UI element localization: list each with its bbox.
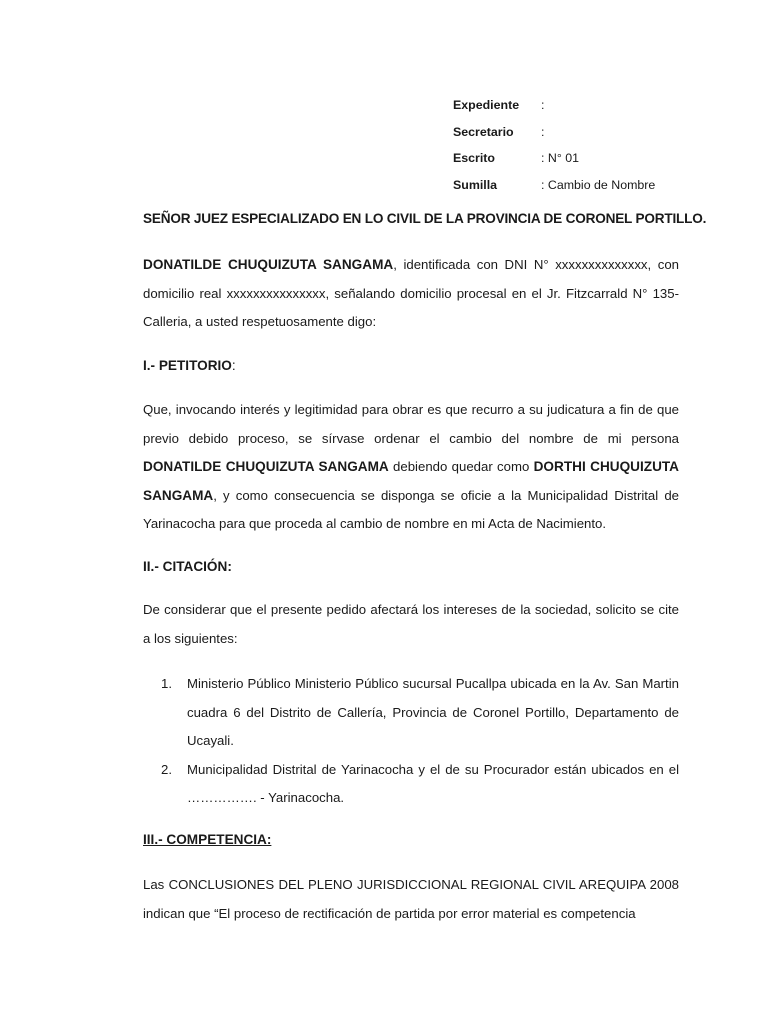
- competencia-paragraph: Las CONCLUSIONES DEL PLENO JURISDICCIONAL REGIONAL CIVIL AREQUIPA 2008 indican que “El proceso de rectificación de partida por error material es competencia: [143, 877, 679, 921]
- header-row-escrito: [453, 145, 713, 172]
- header-value: : Cambio de Nombre: [541, 177, 656, 192]
- header-label: Escrito: [453, 151, 496, 166]
- section-heading-competencia: III.- COMPETENCIA:: [143, 832, 272, 847]
- list-number: 1.: [161, 676, 172, 691]
- case-header: [453, 92, 713, 198]
- list-text: Ministerio Público Ministerio Público sucursal Pucallpa ubicada en la Av. San Martin cuadra 6 del Distrito de Callería, Provincia de Coronel Portillo, Departamento de Ucayali.: [187, 676, 679, 749]
- addressee: SEÑOR JUEZ ESPECIALIZADO EN LO CIVIL DE LA PROVINCIA DE CORONEL PORTILLO.: [143, 211, 707, 226]
- petitorio-text-1: Que, invocando interés y legitimidad para obrar es que recurro a su judicatura a fin de que previo debido proceso, se sírvase ordenar el cambio del nombre de mi persona: [143, 402, 679, 446]
- heading-suffix: :: [231, 358, 236, 373]
- citation-list: [161, 670, 679, 813]
- header-value: :: [541, 98, 545, 113]
- header-label: Sumilla: [453, 177, 498, 192]
- current-name: DONATILDE CHUQUIZUTA SANGAMA: [143, 459, 389, 475]
- header-value: : N° 01: [541, 151, 580, 166]
- new-name: DORTHI CHUQUIZUTA SANGAMA: [143, 459, 679, 503]
- intro-text: , identificada con DNI N° xxxxxxxxxxxxxx, con domicilio real xxxxxxxxxxxxxxx, señalando domicilio procesal en el Jr. Fitzcarrald N° 135- Calleria, a usted respetuosamente digo:: [143, 257, 679, 330]
- header-label: Expediente: [453, 98, 520, 113]
- list-text: Municipalidad Distrital de Yarinacocha y el de su Procurador están ubicados en el ……………. - Yarinacocha.: [187, 761, 679, 806]
- citacion-paragraph: De considerar que el presente pedido afectará los intereses de la sociedad, solicito se cite a los siguientes:: [143, 602, 679, 646]
- list-item: [161, 670, 679, 756]
- heading-text: I.- PETITORIO: [143, 358, 232, 373]
- section-heading-citacion: II.- CITACIÓN:: [143, 559, 232, 574]
- header-label: Secretario: [453, 124, 514, 139]
- list-number: 2.: [161, 761, 172, 777]
- header-row-sumilla: [453, 172, 713, 199]
- section-heading-petitorio: [143, 358, 679, 373]
- list-item: [161, 756, 679, 813]
- petitorio-text-2: debiendo quedar como: [388, 459, 534, 475]
- header-row-expediente: [453, 92, 713, 119]
- petitorio-paragraph: [143, 396, 679, 539]
- petitorio-text-3: , y como consecuencia se disponga se oficie a la Municipalidad Distrital de Yarinacocha para que proceda al cambio de nombre en mi Acta de Nacimiento.: [143, 487, 679, 532]
- header-value: :: [541, 124, 545, 139]
- header-row-secretario: [453, 119, 713, 146]
- intro-paragraph: [143, 251, 679, 337]
- petitioner-name: DONATILDE CHUQUIZUTA SANGAMA: [143, 257, 394, 272]
